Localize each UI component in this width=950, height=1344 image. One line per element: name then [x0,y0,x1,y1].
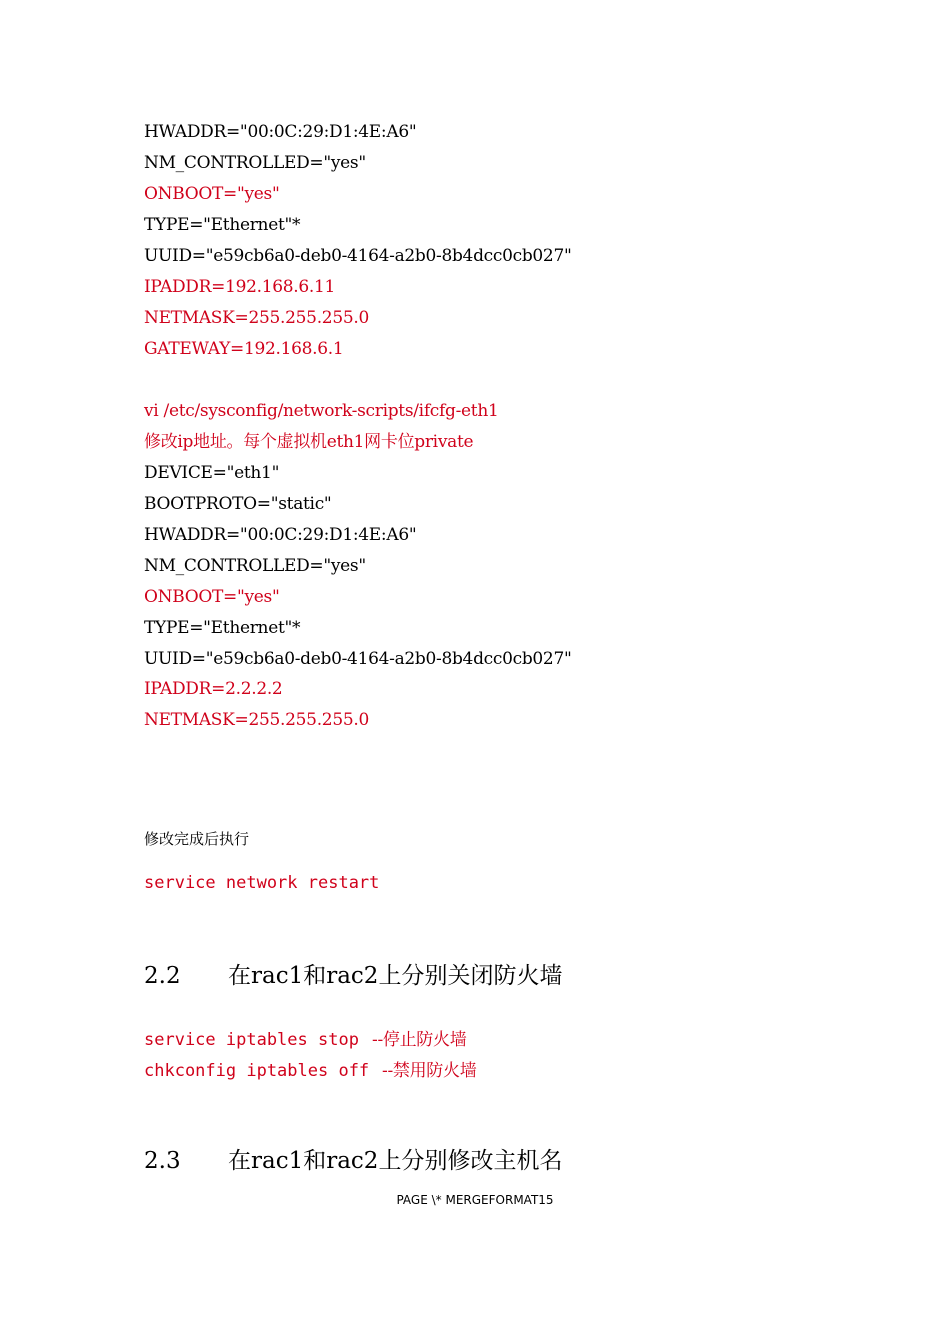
config-onboot-2: ONBOOT="yes" [144,587,280,607]
config-gateway-1: GATEWAY=192.168.6.1 [144,339,344,359]
section-number: 2.3 [144,1148,181,1174]
config-onboot-1: ONBOOT="yes" [144,184,280,204]
vi-command-eth1: vi /etc/sysconfig/network-scripts/ifcfg-eth1 [144,401,499,421]
config-bootproto-2: BOOTPROTO="static" [144,494,332,514]
config-netmask-1: NETMASK=255.255.255.0 [144,308,369,328]
section-title: 在rac1和rac2上分别关闭防火墙 [228,963,563,989]
config-netmask-2: NETMASK=255.255.255.0 [144,710,369,730]
firewall-comment: --禁用防火墙 [382,1061,477,1081]
config-uuid-2: UUID="e59cb6a0-deb0-4164-a2b0-8b4dcc0cb027" [144,649,572,669]
config-ipaddr-2: IPADDR=2.2.2.2 [144,679,283,699]
firewall-command: chkconfig iptables off [144,1061,370,1081]
firewall-command: service iptables stop [144,1030,359,1050]
config-ipaddr-1: IPADDR=192.168.6.11 [144,277,336,297]
section-heading-2-3 [144,1146,562,1176]
section-number: 2.2 [144,963,181,989]
firewall-command-row [144,1029,466,1051]
config-type-1: TYPE="Ethernet"* [144,215,301,235]
firewall-command-row [144,1060,476,1082]
after-edit-label: 修改完成后执行 [144,830,250,848]
config-device-2: DEVICE="eth1" [144,463,280,483]
section-title: 在rac1和rac2上分别修改主机名 [228,1148,563,1174]
section-heading-2-2 [144,961,562,991]
config-type-2: TYPE="Ethernet"* [144,618,301,638]
page-footer: PAGE \* MERGEFORMAT15 [396,1193,554,1207]
config-nm-controlled-1: NM_CONTROLLED="yes" [144,153,366,173]
config-hwaddr-2: HWADDR="00:0C:29:D1:4E:A6" [144,525,417,545]
network-restart-command: service network restart [144,873,380,893]
config-uuid-1: UUID="e59cb6a0-deb0-4164-a2b0-8b4dcc0cb027" [144,246,572,266]
config-hwaddr-1: HWADDR="00:0C:29:D1:4E:A6" [144,122,417,142]
config-nm-controlled-2: NM_CONTROLLED="yes" [144,556,366,576]
firewall-comment: --停止防火墙 [372,1030,467,1050]
eth1-note: 修改ip地址。每个虚拟机eth1网卡位private [144,432,474,452]
